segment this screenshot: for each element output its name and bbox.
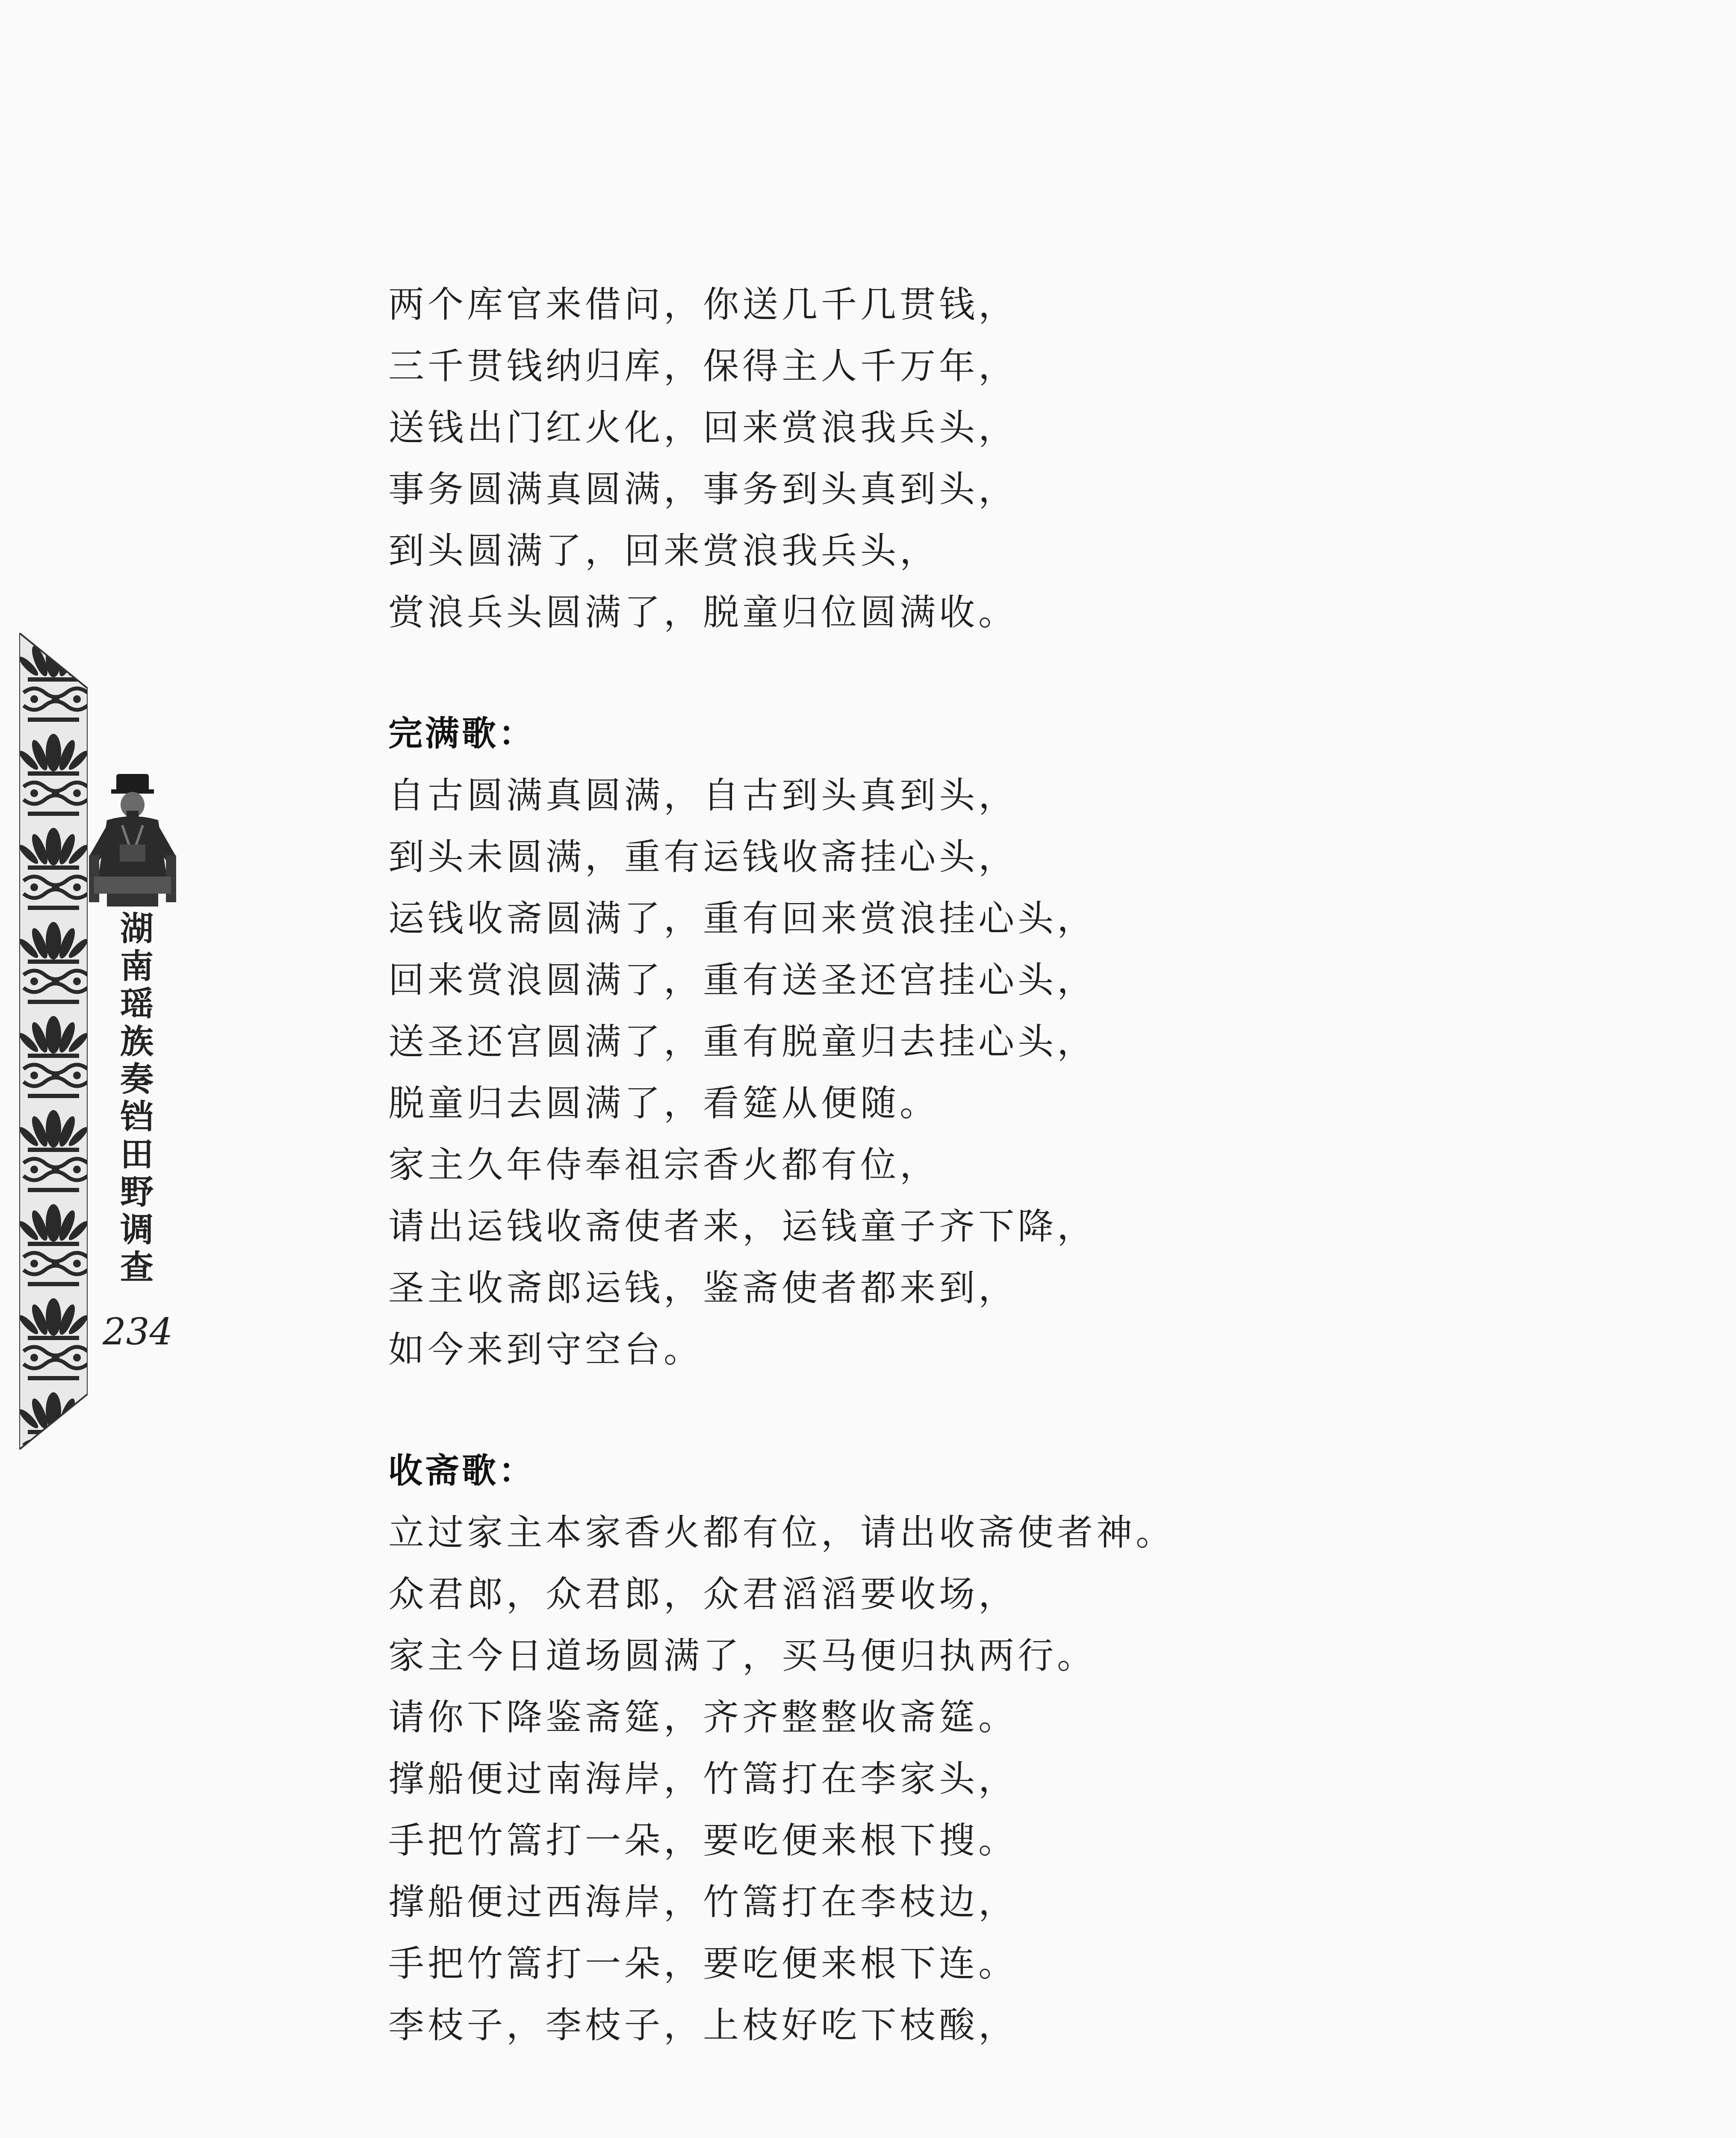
decorative-margin-strip — [19, 633, 88, 1450]
verse-line: 撑船便过南海岸，竹篙打在李家头， — [388, 1758, 1018, 1800]
verse-line: 撑船便过西海岸，竹篙打在李枝边， — [388, 1881, 1018, 1923]
verse-line: 送钱出门红火化，回来赏浪我兵头， — [388, 407, 1018, 449]
verse-block-3 — [388, 1440, 1585, 2056]
seated-official-figure-icon — [81, 770, 184, 911]
verse-line: 圣主收斋郎运钱，鉴斋使者都来到， — [388, 1267, 1018, 1309]
palmette-ornament-icon — [19, 633, 88, 1450]
section-heading-shouzhai: 收斋歌： — [388, 1451, 535, 1491]
running-title: 湖南瑶族奏铛田野调查 — [115, 911, 153, 1287]
verse-line: 李枝子，李枝子，上枝好吃下枝酸， — [388, 2004, 1018, 2046]
verse-line: 三千贯钱纳归库，保得主人千万年， — [388, 345, 1018, 387]
verse-line: 如今来到守空台。 — [388, 1329, 703, 1370]
verse-line: 送圣还宫圆满了，重有脱童归去挂心头， — [388, 1021, 1097, 1063]
verse-line: 家主久年侍奉祖宗香火都有位， — [388, 1144, 939, 1186]
verse-line: 立过家主本家香火都有位，请出收斋使者神。 — [388, 1512, 1175, 1553]
verse-line: 手把竹篙打一朵，要吃便来根下搜。 — [388, 1819, 1018, 1861]
section-heading-wanman: 完满歌： — [388, 714, 535, 753]
verse-line: 回来赏浪圆满了，重有送圣还宫挂心头， — [388, 959, 1097, 1001]
verse-line: 脱童归去圆满了，看筵从便随。 — [388, 1082, 939, 1124]
verse-line: 到头未圆满，重有运钱收斋挂心头， — [388, 836, 1018, 878]
verse-line: 赏浪兵头圆满了，脱童归位圆满收。 — [388, 591, 1018, 633]
verse-line: 家主今日道场圆满了，买马便归执两行。 — [388, 1635, 1097, 1677]
verse-line: 众君郎，众君郎，众君滔滔要收场， — [388, 1573, 1018, 1615]
verse-line: 请你下降鉴斋筵，齐齐整整收斋筵。 — [388, 1696, 1018, 1738]
verse-block-1 — [388, 274, 1585, 643]
verse-line: 到头圆满了，回来赏浪我兵头， — [388, 530, 939, 572]
verse-line: 请出运钱收斋使者来，运钱童子齐下降， — [388, 1205, 1097, 1247]
verse-block-2 — [388, 703, 1585, 1380]
page-number: 234 — [103, 1311, 173, 1353]
verse-line: 事务圆满真圆满，事务到头真到头， — [388, 468, 1018, 510]
verse-line: 手把竹篙打一朵，要吃便来根下连。 — [388, 1943, 1018, 1984]
verse-line: 自古圆满真圆满，自古到头真到头， — [388, 774, 1018, 816]
main-text-column — [388, 274, 1585, 2056]
verse-line: 两个库官来借问，你送几千几贯钱， — [388, 283, 1018, 325]
verse-line: 运钱收斋圆满了，重有回来赏浪挂心头， — [388, 898, 1097, 939]
